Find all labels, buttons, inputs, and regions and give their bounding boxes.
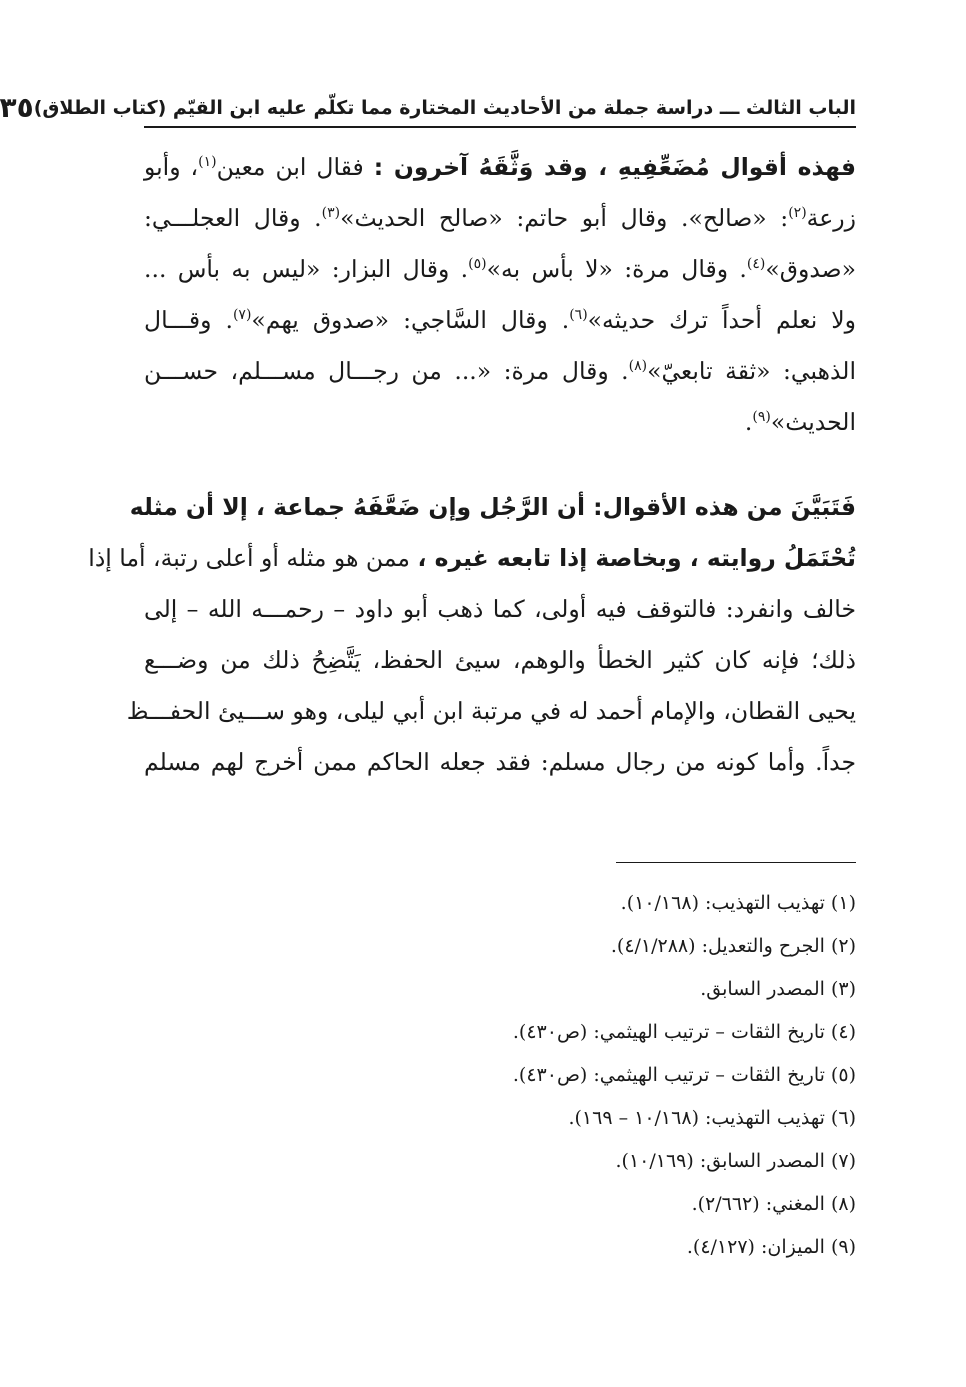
running-header [0, 86, 856, 128]
footnotes [144, 882, 856, 1269]
footnote: (٦) تهذيب التهذيب: (١٠/١٦٨ – ١٦٩). [568, 1107, 856, 1129]
text-run: . وقال مرة: «لا بأس به» [486, 255, 747, 283]
text-run: ولا نعلم أحداً ترك حديثه» [587, 306, 856, 334]
page-number: ٣٥ [0, 91, 34, 124]
footnote-ref: (٥) [468, 256, 487, 273]
text-run: فقال ابن معين [216, 153, 374, 181]
footnote-ref: (٤) [746, 256, 766, 273]
text-run: . [744, 408, 753, 436]
text-line [144, 346, 856, 397]
footnote-ref: (٢) [788, 205, 807, 222]
text-run: زرعة [806, 204, 856, 232]
footnote-ref: (٩) [752, 409, 771, 426]
footnote: (٨) المغني: (٢/٦٦٢). [691, 1193, 856, 1215]
text-run: . وقال السَّاجي: «صدوق يهم» [251, 306, 570, 334]
footnote: (٩) الميزان: (٤/١٢٧). [686, 1236, 856, 1258]
bold-phrase: تُحْتَمَلُ روايته ، وبخاصة إذا تابعه غيره ، [417, 544, 856, 572]
bold-phrase: فهذه أقوال مُضَعِّفِيهِ ، وقد وَثَّقَهُ آخرون : [373, 153, 856, 181]
text-run: . وقال مرة: «... من رجـــال مســـلم، حســـن [144, 357, 629, 385]
footnote-ref: (١) [198, 154, 217, 171]
text-run: . وقال العجلـــي: [144, 204, 322, 232]
text-run: ، وأبو [144, 153, 199, 181]
text-line: جداً. وأما كونه من رجال مسلم: فقد جعله الحاكم ممن أخرج لهم مسلم [144, 748, 856, 776]
text-line [88, 533, 856, 584]
text-line [144, 244, 856, 295]
text-run: «صدوق» [765, 255, 856, 283]
footnote-divider [616, 862, 856, 863]
footnote-ref: (٨) [628, 358, 648, 375]
text-run: . وقال البزار: «ليس به بأس ... [144, 255, 469, 283]
footnote: (١) تهذيب التهذيب: (١٠/١٦٨). [620, 892, 856, 914]
text-line: يحيى القطان، والإمام أحمد له في مرتبة ابن أبي ليلى، وهو ســـيئ الحفـــظ [126, 697, 856, 725]
footnote: (٣) المصدر السابق. [700, 978, 856, 1000]
paragraph-conclusion [88, 482, 856, 788]
text-line [144, 193, 856, 244]
text-line [144, 397, 856, 448]
footnote: (٧) المصدر السابق: (١٠/١٦٩). [615, 1150, 856, 1172]
text-run: الحديث» [770, 408, 856, 436]
paragraph-narrators-opinions [144, 142, 856, 448]
text-run: : «صالح». وقال أبو حاتم: «صالح الحديث» [340, 204, 789, 232]
footnote: (٥) تاريخ الثقات – ترتيب الهيثمي: (ص٤٣٠). [512, 1064, 856, 1086]
text-line: خالف وانفرد: فالتوقف فيه أولى، كما ذهب أبو داود – رحمـــه الله – إلى [144, 595, 856, 623]
text-run: ممن هو مثله أو أعلى رتبة، أما إذا [88, 544, 418, 572]
text-run: . وقـــال [144, 306, 233, 334]
text-line [144, 295, 856, 346]
footnote-ref: (٦) [569, 307, 588, 324]
footnote-ref: (٧) [232, 307, 252, 324]
chapter-title: الباب الثالث ـــ دراسة جملة من الأحاديث المختارة مما تكلّم عليه ابن القيّم (كتاب الطلاق) [33, 97, 856, 119]
footnote-ref: (٣) [321, 205, 341, 222]
footnote: (٢) الجرح والتعديل: (٤/١/٢٨٨). [610, 935, 856, 957]
text-line: ذلك؛ فإنه كان كثير الخطأ والوهم، سيئ الحفظ، يَتَّضِحُ ذلك من وضـــع [144, 646, 856, 674]
text-line: فَتَبَيَّنَ من هذه الأقوال: أن الرَّجُل وإن ضَعَّفَهُ جماعة ، إلا أن مثله [129, 493, 856, 521]
text-run: الذهبي: «ثقة تابعيّ» [647, 357, 856, 385]
text-line [144, 142, 856, 193]
footnote: (٤) تاريخ الثقات – ترتيب الهيثمي: (ص٤٣٠). [512, 1021, 856, 1043]
